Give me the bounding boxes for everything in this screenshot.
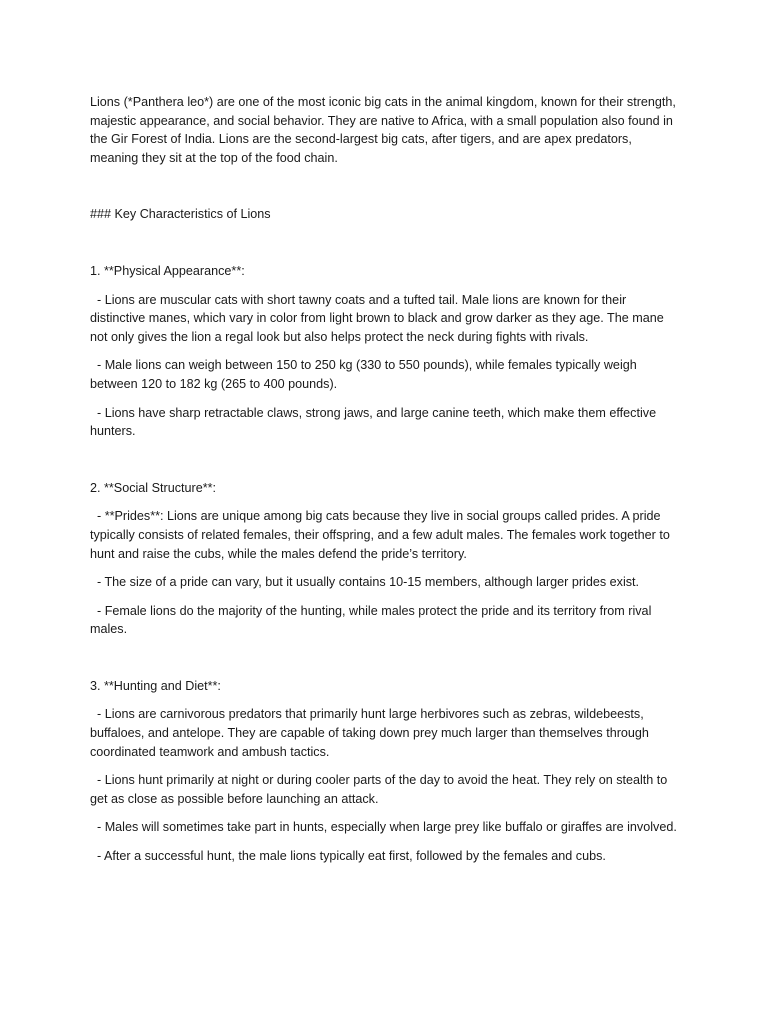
- bullet-item: - Lions hunt primarily at night or during cooler parts of the day to avoid the heat. They rely on stealth to get as close as possible before launching an attack.: [90, 773, 668, 806]
- section-title: 1. **Physical Appearance**:: [90, 263, 245, 278]
- section-social-structure: [90, 479, 678, 639]
- bullet-item: - Female lions do the majority of the hunting, while males protect the pride and its territory from rival males.: [90, 603, 652, 637]
- bullet-item: - Male lions can weigh between 150 to 250 kg (330 to 550 pounds), while females typically weigh between 120 to 182 kg (265 to 400 pounds).: [90, 358, 637, 391]
- section-hunting-and-diet: [90, 677, 678, 866]
- bullet-item: - The size of a pride can vary, but it usually contains 10-15 members, although larger prides exist.: [90, 575, 640, 590]
- section-physical-appearance: [90, 262, 678, 441]
- section-title: 2. **Social Structure**:: [90, 480, 216, 495]
- section-heading: ### Key Characteristics of Lions: [90, 207, 271, 222]
- bullet-item: - **Prides**: Lions are unique among big cats because they live in social groups called prides. A pride typically consists of related females, their offspring, and a few adult males. The females work together to hunt and raise the cubs, while the males defend the pride’s territory.: [90, 509, 670, 561]
- section-title: 3. **Hunting and Diet**:: [90, 678, 221, 693]
- intro-paragraph: Lions (*Panthera leo*) are one of the most iconic big cats in the animal kingdom, known for their strength, majestic appearance, and social behavior. They are native to Africa, with a small population also found in the Gir Forest of India. Lions are the second-largest big cats, after tigers, and are apex predators, meaning they sit at the top of the food chain.: [90, 95, 676, 165]
- bullet-item: - Lions are carnivorous predators that primarily hunt large herbivores such as zebras, wildebeests, buffaloes, and antelope. They are capable of taking down prey much larger than themselves through coordinated teamwork and ambush tactics.: [90, 707, 649, 759]
- bullet-item: - Lions are muscular cats with short tawny coats and a tufted tail. Male lions are known for their distinctive manes, which vary in color from light brown to black and grow darker as they age. The mane not only gives the lion a regal look but also helps protect the neck during fights with rivals.: [90, 292, 664, 344]
- bullet-item: - Lions have sharp retractable claws, strong jaws, and large canine teeth, which make them effective hunters.: [90, 405, 657, 439]
- bullet-item: - After a successful hunt, the male lions typically eat first, followed by the females and cubs.: [90, 849, 606, 864]
- bullet-item: - Males will sometimes take part in hunts, especially when large prey like buffalo or giraffes are involved.: [90, 820, 677, 835]
